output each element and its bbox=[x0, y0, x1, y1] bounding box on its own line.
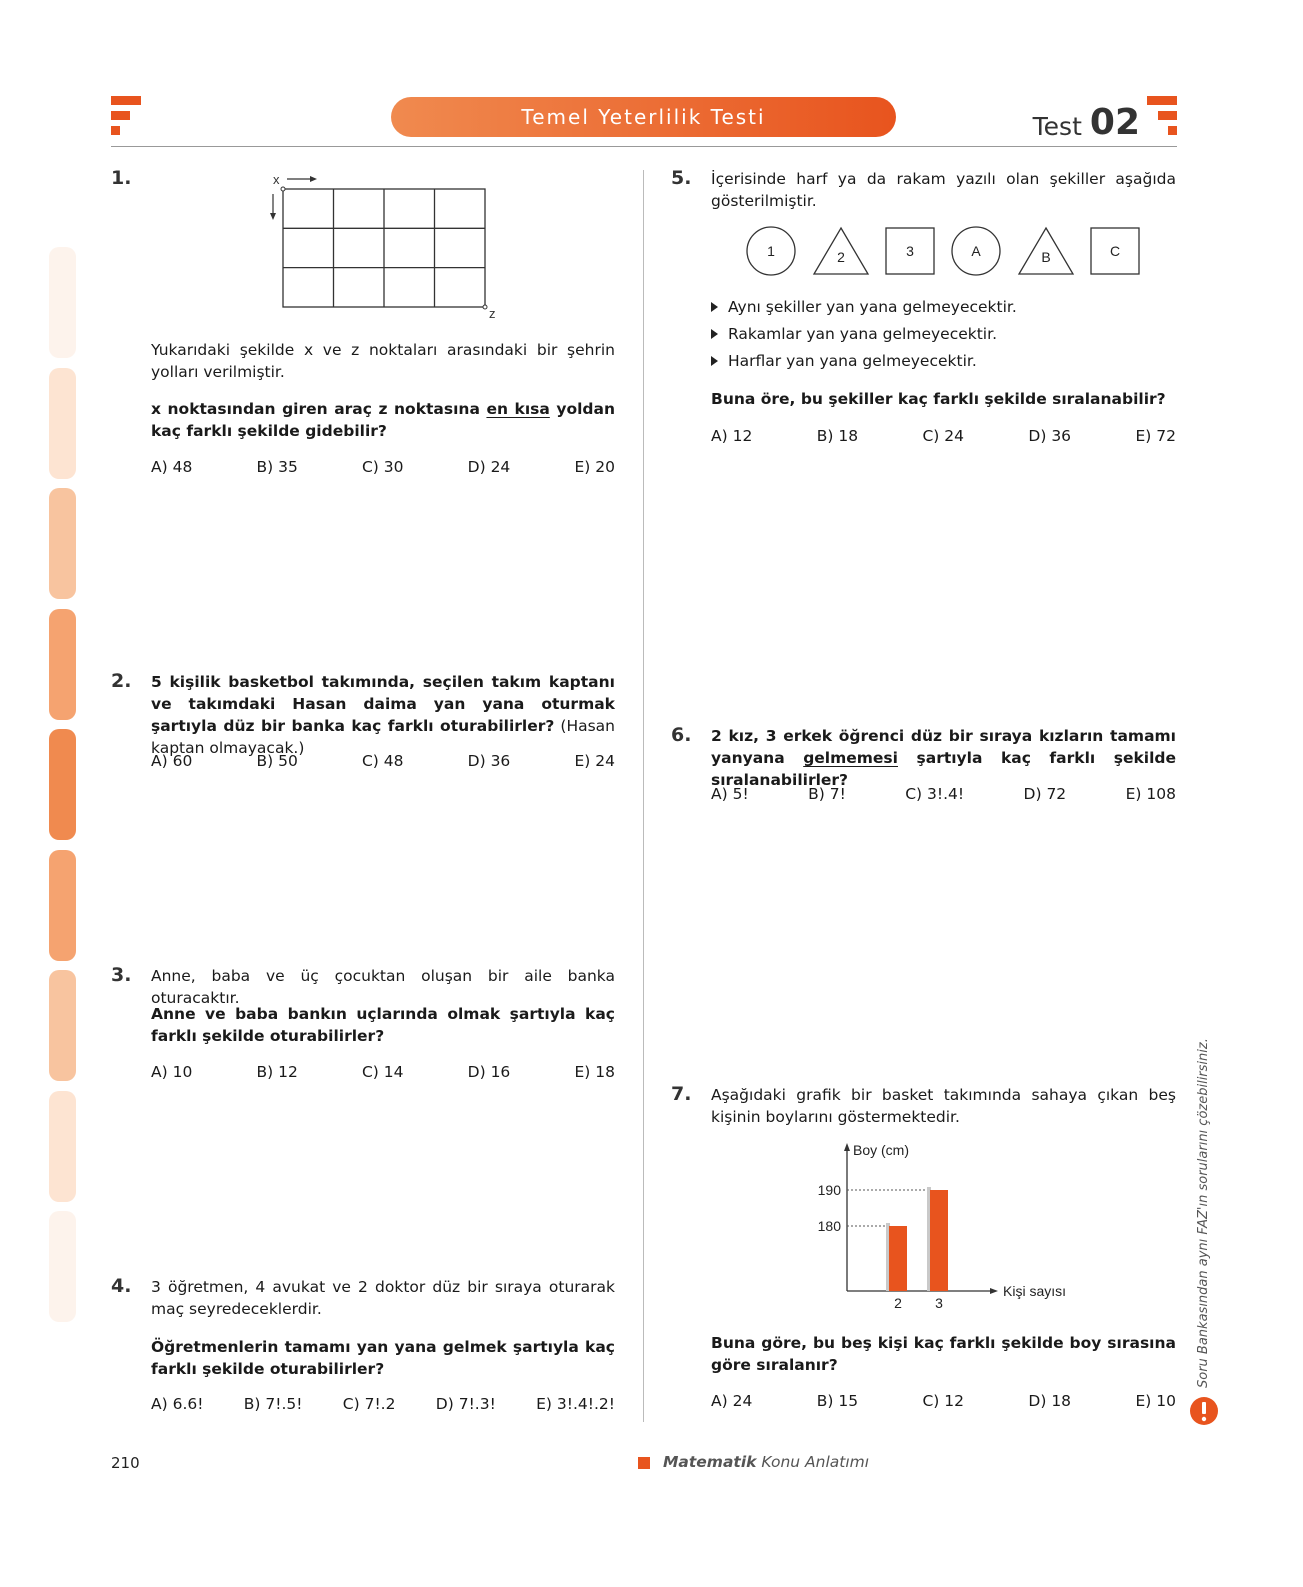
q3-number: 3. bbox=[111, 964, 132, 986]
q7-number: 7. bbox=[671, 1083, 692, 1105]
q7-options bbox=[711, 1392, 1176, 1410]
q7-question: Buna göre, bu beş kişi kaç farklı şekilde boy sırasına göre sıralanır? bbox=[711, 1334, 1176, 1374]
q5-rule-2: Rakamlar yan yana gelmeyecektir. bbox=[711, 320, 1176, 347]
q3-options bbox=[151, 1063, 615, 1081]
column-divider bbox=[643, 170, 644, 1422]
q4-text: 3 öğretmen, 4 avukat ve 2 doktor düz bir sıraya oturarak maç seyredeceklerdir. bbox=[151, 1278, 615, 1318]
q5-number: 5. bbox=[671, 167, 692, 189]
q4-question: Öğretmenlerin tamamı yan yana gelmek şartıyla kaç farklı şekilde oturabilirler? bbox=[151, 1338, 615, 1378]
q6-option-e[interactable]: E) 108 bbox=[1125, 785, 1176, 803]
q5-rules bbox=[711, 293, 1176, 374]
q1-option-d[interactable]: D) 24 bbox=[467, 458, 511, 476]
q5-option-b[interactable]: B) 18 bbox=[816, 427, 859, 445]
q4-options bbox=[151, 1395, 615, 1413]
brand-logo-right bbox=[1147, 96, 1177, 138]
q1-option-b[interactable]: B) 35 bbox=[256, 458, 298, 476]
svg-text:A: A bbox=[971, 243, 981, 259]
bullet-icon bbox=[711, 302, 718, 312]
q4-option-d[interactable]: D) 7!.3! bbox=[435, 1395, 496, 1413]
chart-ylabel: Boy (cm) bbox=[853, 1142, 909, 1158]
q7-option-e[interactable]: E) 10 bbox=[1135, 1392, 1176, 1410]
exclamation-icon bbox=[1189, 1396, 1219, 1426]
side-tab-7 bbox=[49, 970, 76, 1081]
q3-text: Anne, baba ve üç çocuktan oluşan bir aile banka oturacaktır. bbox=[151, 967, 615, 1007]
q5-options bbox=[711, 427, 1176, 445]
q3-option-c[interactable]: C) 14 bbox=[361, 1063, 404, 1081]
bullet-icon bbox=[711, 356, 718, 366]
q2-options bbox=[151, 752, 615, 770]
q1-grid-label-z: z bbox=[489, 306, 496, 321]
q6-options bbox=[711, 785, 1176, 803]
side-tab-4 bbox=[49, 609, 76, 720]
q2-option-c[interactable]: C) 48 bbox=[361, 752, 404, 770]
q5-option-d[interactable]: D) 36 bbox=[1028, 427, 1072, 445]
q3-option-e[interactable]: E) 18 bbox=[574, 1063, 615, 1081]
brand-logo-left bbox=[111, 96, 141, 138]
test-badge bbox=[1033, 98, 1140, 143]
footer-square-icon bbox=[638, 1457, 650, 1469]
chart-y-tick-label: 190 bbox=[817, 1182, 841, 1198]
q4-option-b[interactable]: B) 7!.5! bbox=[243, 1395, 303, 1413]
q7-option-c[interactable]: C) 12 bbox=[922, 1392, 964, 1410]
x-axis-arrow-icon bbox=[990, 1288, 998, 1294]
svg-text:B: B bbox=[1041, 249, 1051, 265]
q1-number: 1. bbox=[111, 167, 132, 189]
svg-text:2: 2 bbox=[837, 249, 845, 265]
side-tab-8 bbox=[49, 1091, 76, 1202]
q4-option-c[interactable]: C) 7!.2 bbox=[342, 1395, 396, 1413]
chart-bar bbox=[889, 1226, 907, 1291]
side-tab-6 bbox=[49, 850, 76, 961]
q7-option-a[interactable]: A) 24 bbox=[711, 1392, 753, 1410]
q5-question: Buna öre, bu şekiller kaç farklı şekilde sıralanabilir? bbox=[711, 390, 1166, 408]
q6-option-a[interactable]: A) 5! bbox=[711, 785, 749, 803]
side-tab-2 bbox=[49, 368, 76, 479]
q4-number: 4. bbox=[111, 1275, 132, 1297]
q1-option-a[interactable]: A) 48 bbox=[151, 458, 193, 476]
side-tab-9 bbox=[49, 1211, 76, 1322]
q2-option-a[interactable]: A) 60 bbox=[151, 752, 193, 770]
test-label: Test bbox=[1032, 112, 1082, 141]
q6-question: 2 kız, 3 erkek öğrenci düz bir sıraya kızların tamamı yanyana gelmemesi şartıyla kaç farklı şekilde sıralanabilirler? bbox=[711, 727, 1177, 789]
header-rule bbox=[111, 146, 1177, 147]
chart-x-tick-label: 2 bbox=[894, 1295, 902, 1311]
q1-option-e[interactable]: E) 20 bbox=[574, 458, 615, 476]
q5-option-e[interactable]: E) 72 bbox=[1135, 427, 1176, 445]
header-banner bbox=[391, 97, 896, 137]
chart-bar bbox=[930, 1190, 948, 1291]
test-number: 02 bbox=[1089, 102, 1140, 143]
q7-bar-chart bbox=[800, 1138, 1090, 1320]
q3-option-d[interactable]: D) 16 bbox=[467, 1063, 511, 1081]
footer-subject: Matematik Konu Anlatımı bbox=[663, 1453, 870, 1471]
q6-option-d[interactable]: D) 72 bbox=[1023, 785, 1067, 803]
svg-text:3: 3 bbox=[906, 243, 914, 259]
q2-number: 2. bbox=[111, 670, 132, 692]
y-axis-arrow-icon bbox=[844, 1143, 850, 1151]
q3-option-a[interactable]: A) 10 bbox=[151, 1063, 193, 1081]
q1-grid-label-x: x bbox=[273, 172, 280, 187]
q6-number: 6. bbox=[671, 724, 692, 746]
q7-option-d[interactable]: D) 18 bbox=[1028, 1392, 1072, 1410]
side-note: Soru Bankasından aynı FAZ'ın sorularını çözebilirsiniz. bbox=[1196, 1038, 1211, 1388]
q5-shapes bbox=[745, 225, 1145, 279]
bullet-icon bbox=[711, 329, 718, 339]
chart-xlabel: Kişi sayısı bbox=[1003, 1283, 1067, 1299]
q6-option-c[interactable]: C) 3!.4! bbox=[905, 785, 965, 803]
q5-option-a[interactable]: A) 12 bbox=[711, 427, 753, 445]
header-title: Temel Yeterlilik Testi bbox=[521, 105, 766, 129]
q4-option-a[interactable]: A) 6.6! bbox=[151, 1395, 204, 1413]
q4-option-e[interactable]: E) 3!.4!.2! bbox=[536, 1395, 615, 1413]
page-number: 210 bbox=[111, 1454, 140, 1472]
q1-text: Yukarıdaki şekilde x ve z noktaları arasındaki bir şehrin yolları verilmiştir. bbox=[151, 341, 615, 381]
q7-text: Aşağıdaki grafik bir basket takımında sahaya çıkan beş kişinin boylarını göstermektedir. bbox=[711, 1086, 1176, 1126]
q2-question: 5 kişilik basketbol takımında, seçilen takım kaptanı ve takımdaki Hasan daima yan yana oturmak şartıyla düz bir banka kaç farklı oturabilirler? (Hasan kaptan olmayacak.) bbox=[151, 673, 615, 757]
q5-option-c[interactable]: C) 24 bbox=[922, 427, 964, 445]
chart-x-tick-label: 3 bbox=[935, 1295, 943, 1311]
svg-text:C: C bbox=[1109, 243, 1121, 259]
q5-text: İçerisinde harf ya da rakam yazılı olan şekiller aşağıda gösterilmiştir. bbox=[711, 170, 1176, 210]
q2-option-b[interactable]: B) 50 bbox=[256, 752, 298, 770]
q1-options bbox=[151, 458, 615, 476]
chart-y-tick-label: 180 bbox=[817, 1218, 841, 1234]
side-tab-3 bbox=[49, 488, 76, 599]
q5-rule-1: Aynı şekiller yan yana gelmeyecektir. bbox=[711, 293, 1176, 320]
q3-option-b[interactable]: B) 12 bbox=[256, 1063, 298, 1081]
q5-rule-3: Harflar yan yana gelmeyecektir. bbox=[711, 347, 1176, 374]
side-tab-5 bbox=[49, 729, 76, 840]
q2-option-e[interactable]: E) 24 bbox=[574, 752, 615, 770]
q1-question: x noktasından giren araç z noktasına en kısa yoldan kaç farklı şekilde gidebilir? bbox=[151, 400, 616, 440]
svg-text:1: 1 bbox=[767, 243, 775, 259]
q1-grid-diagram bbox=[265, 170, 505, 322]
side-tab-1 bbox=[49, 247, 76, 358]
q3-question: Anne ve baba bankın uçlarında olmak şartıyla kaç farklı şekilde oturabilirler? bbox=[151, 1005, 615, 1045]
q7-option-b[interactable]: B) 15 bbox=[816, 1392, 859, 1410]
q1-option-c[interactable]: C) 30 bbox=[361, 458, 404, 476]
q6-option-b[interactable]: B) 7! bbox=[808, 785, 846, 803]
q2-option-d[interactable]: D) 36 bbox=[467, 752, 511, 770]
